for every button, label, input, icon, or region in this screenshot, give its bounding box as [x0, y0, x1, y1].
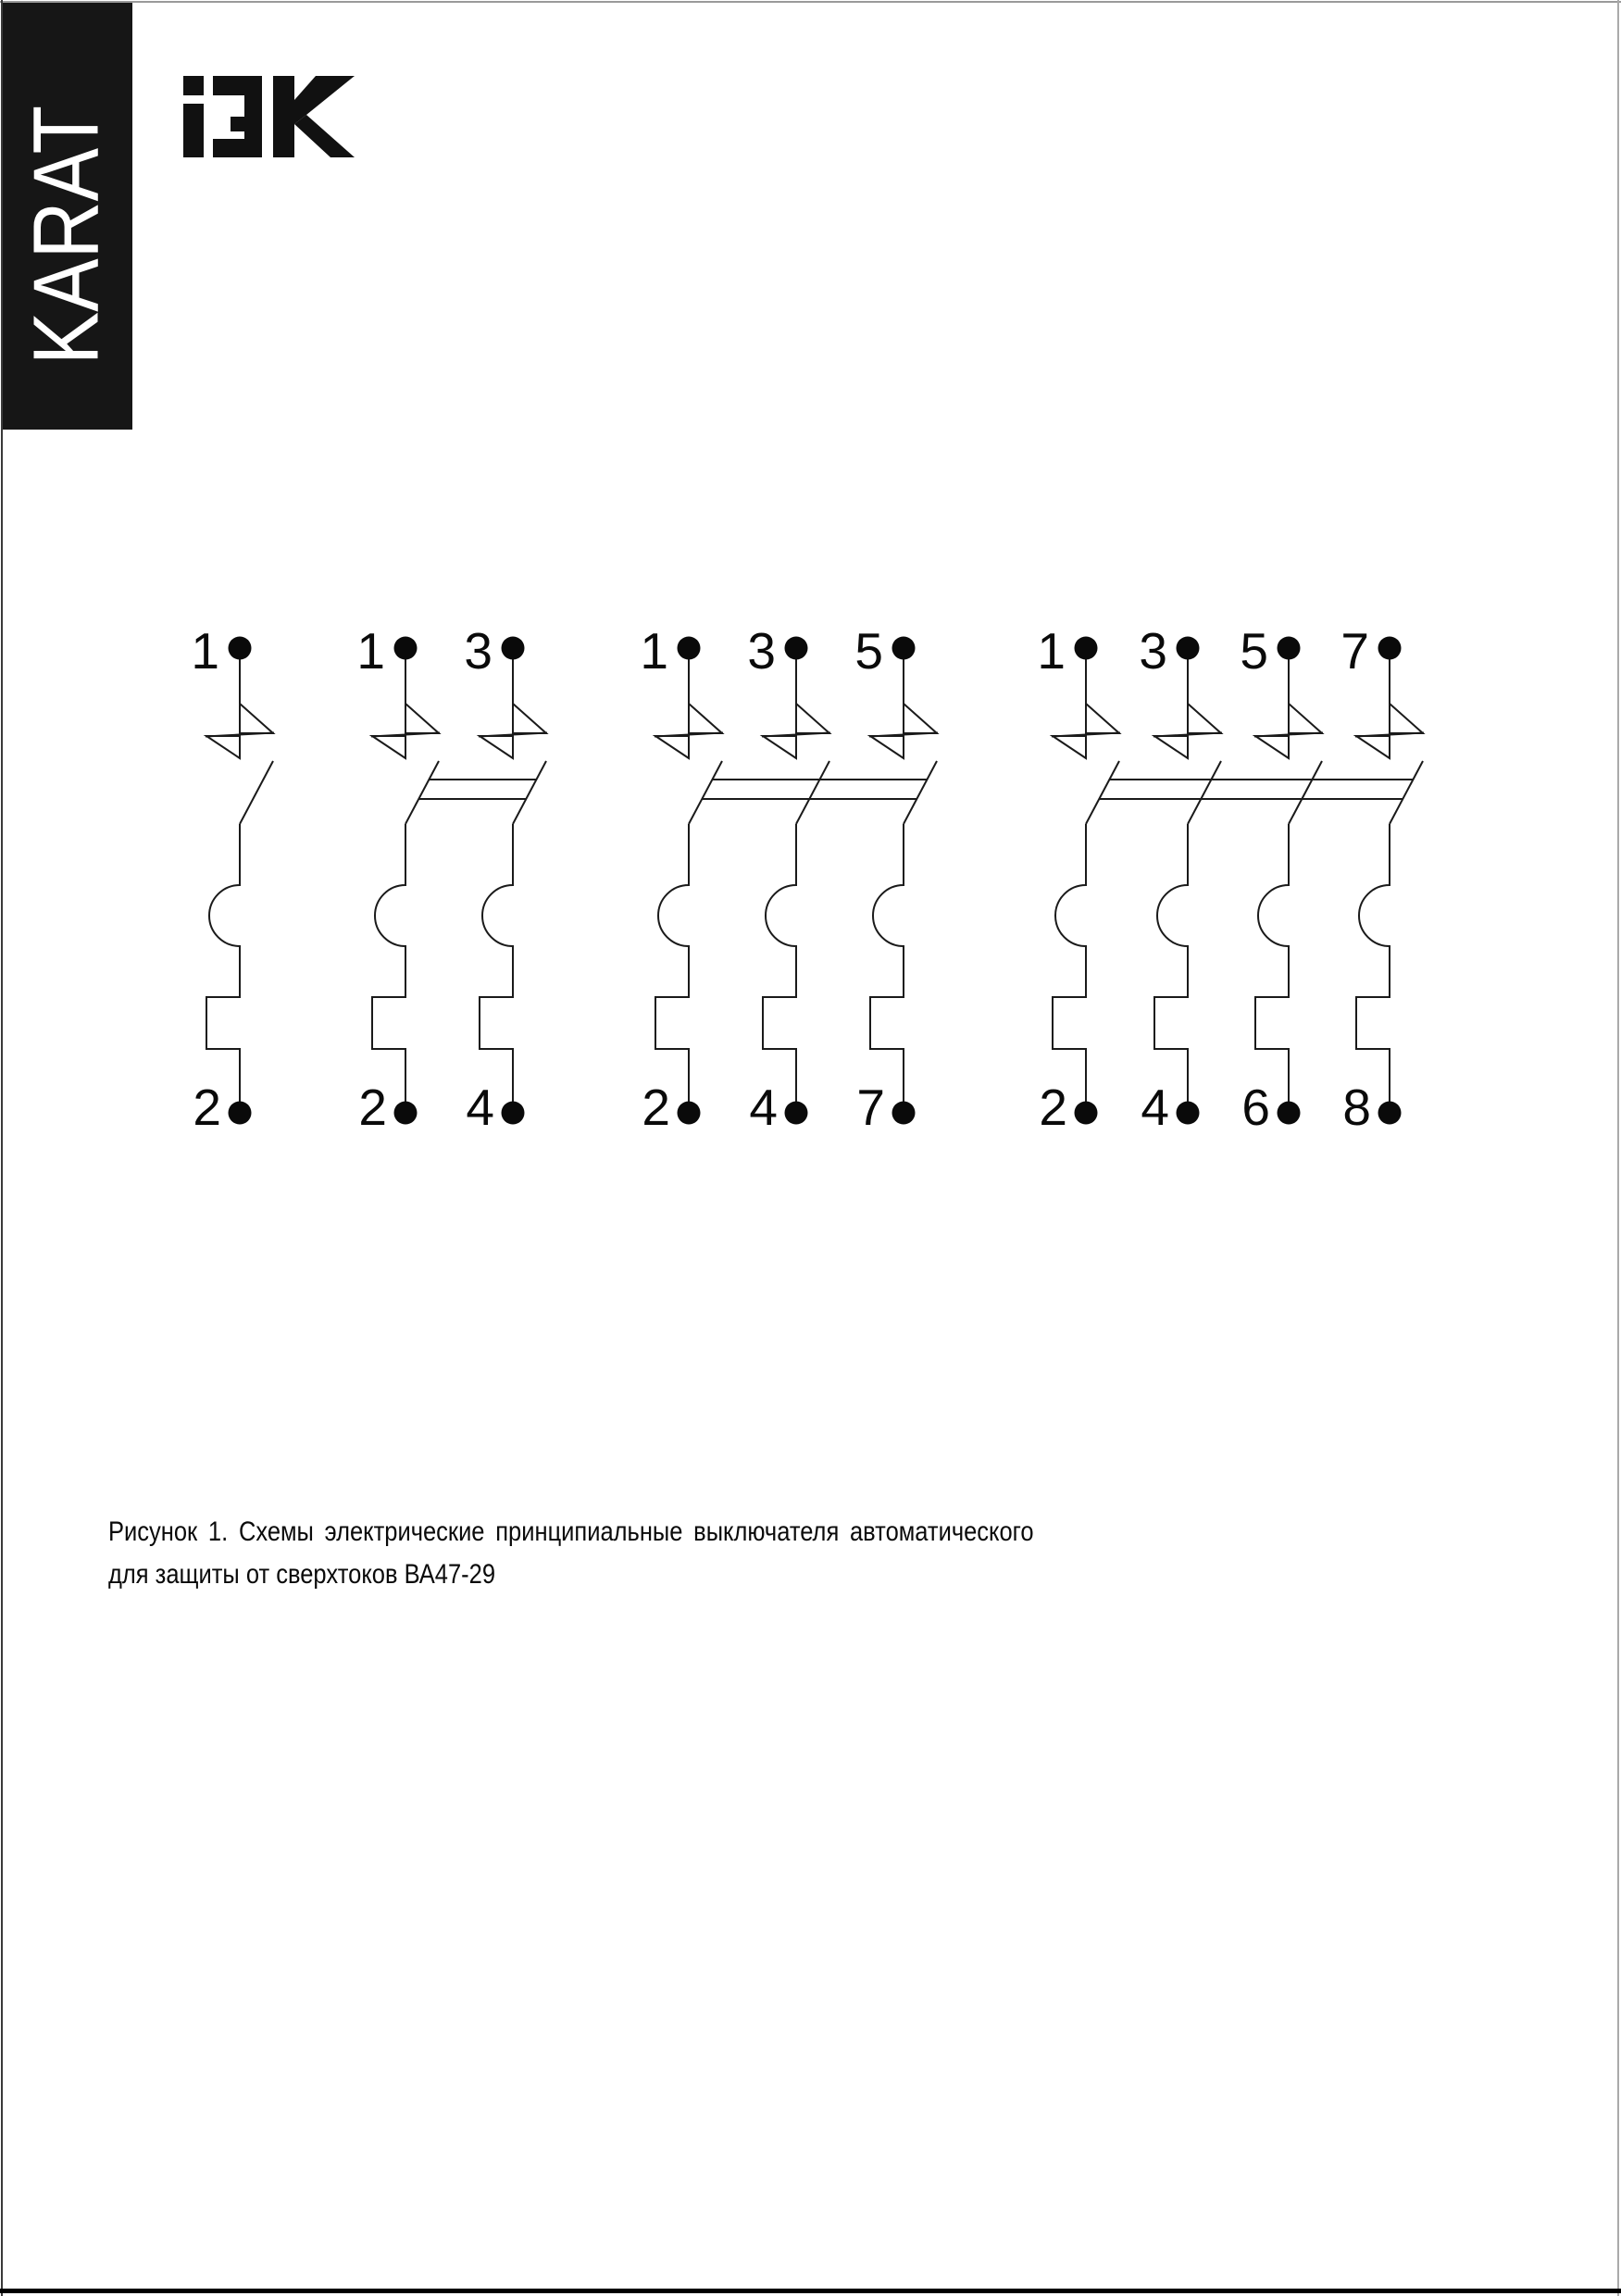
breaker-3-pole: [640, 622, 938, 1136]
terminal-dot-bottom: [394, 1102, 418, 1125]
terminal-label-bottom: 2: [642, 1079, 670, 1136]
terminal-label-bottom: 7: [856, 1079, 885, 1136]
pole-symbol: [854, 622, 938, 1136]
trip-triangle-lower: [870, 736, 904, 758]
terminal-dot-top: [892, 637, 916, 660]
trip-triangle-upper: [405, 704, 439, 733]
contact-blade: [405, 761, 439, 824]
terminal-dot-top: [1075, 637, 1098, 660]
terminal-label-bottom: 4: [1141, 1079, 1169, 1136]
terminal-dot-bottom: [678, 1102, 701, 1125]
terminal-dot-bottom: [892, 1102, 916, 1125]
trip-triangle-upper: [1086, 704, 1119, 733]
terminal-label-top: 5: [1240, 622, 1268, 680]
trip-triangle-lower: [1356, 736, 1390, 758]
pole-symbol: [191, 622, 274, 1136]
terminal-label-bottom: 6: [1241, 1079, 1270, 1136]
terminal-label-top: 3: [1139, 622, 1167, 680]
terminal-dot-bottom: [1278, 1102, 1301, 1125]
breaker-1-pole: [191, 622, 274, 1136]
trip-triangle-upper: [904, 704, 937, 733]
thermal-magnetic-release-path: [870, 824, 904, 1102]
trip-triangle-upper: [240, 704, 273, 733]
pole-symbol: [1139, 622, 1222, 1136]
trip-triangle-upper: [1390, 704, 1423, 733]
caption-line-2: для защиты от сверхтоков ВА47-29: [108, 1559, 496, 1590]
breaker-4-pole: [1037, 622, 1424, 1136]
trip-triangle-lower: [480, 736, 513, 758]
terminal-dot-bottom: [1075, 1102, 1098, 1125]
trip-triangle-lower: [655, 736, 689, 758]
terminal-label-top: 1: [1037, 622, 1066, 680]
trip-triangle-upper: [689, 704, 722, 733]
terminal-dot-top: [1177, 637, 1200, 660]
terminal-dot-top: [229, 637, 252, 660]
terminal-dot-top: [678, 637, 701, 660]
contact-blade: [1390, 761, 1423, 824]
terminal-label-top: 7: [1340, 622, 1369, 680]
thermal-magnetic-release-path: [206, 824, 240, 1102]
contact-blade: [513, 761, 546, 824]
terminal-label-top: 1: [191, 622, 219, 680]
caption-line-1: Рисунок 1. Схемы электрические принципиальные выключателя автоматического: [108, 1516, 1034, 1547]
pole-symbol: [1340, 622, 1424, 1136]
terminal-dot-top: [785, 637, 808, 660]
terminal-dot-top: [1278, 637, 1301, 660]
trip-triangle-upper: [1188, 704, 1221, 733]
terminal-label-bottom: 2: [358, 1079, 387, 1136]
contact-blade: [1289, 761, 1322, 824]
terminal-label-top: 5: [854, 622, 883, 680]
terminal-label-top: 3: [464, 622, 493, 680]
thermal-magnetic-release-path: [763, 824, 796, 1102]
terminal-label-bottom: 4: [466, 1079, 494, 1136]
figure-caption: [108, 1511, 1034, 1596]
thermal-magnetic-release-path: [1255, 824, 1289, 1102]
trip-triangle-lower: [1053, 736, 1086, 758]
pole-symbol: [747, 622, 830, 1136]
thermal-magnetic-release-path: [1053, 824, 1086, 1102]
terminal-label-bottom: 2: [193, 1079, 221, 1136]
contact-blade: [796, 761, 829, 824]
pole-symbol: [640, 622, 723, 1136]
trip-triangle-lower: [206, 736, 240, 758]
terminal-dot-bottom: [1378, 1102, 1402, 1125]
trip-triangle-upper: [513, 704, 546, 733]
trip-triangle-lower: [763, 736, 796, 758]
thermal-magnetic-release-path: [1356, 824, 1390, 1102]
contact-blade: [1086, 761, 1119, 824]
thermal-magnetic-release-path: [480, 824, 513, 1102]
terminal-dot-bottom: [785, 1102, 808, 1125]
contact-blade: [1188, 761, 1221, 824]
pole-symbol: [464, 622, 547, 1136]
thermal-magnetic-release-path: [372, 824, 405, 1102]
terminal-label-top: 1: [640, 622, 668, 680]
pole-symbol: [356, 622, 440, 1136]
terminal-label-top: 3: [747, 622, 776, 680]
contact-blade: [689, 761, 722, 824]
trip-triangle-upper: [1289, 704, 1322, 733]
terminal-label-bottom: 2: [1039, 1079, 1067, 1136]
trip-triangle-upper: [796, 704, 829, 733]
terminal-dot-top: [1378, 637, 1402, 660]
pole-symbol: [1037, 622, 1120, 1136]
terminal-dot-bottom: [502, 1102, 525, 1125]
thermal-magnetic-release-path: [655, 824, 689, 1102]
terminal-label-bottom: 8: [1342, 1079, 1371, 1136]
thermal-magnetic-release-path: [1154, 824, 1188, 1102]
terminal-label-top: 1: [356, 622, 385, 680]
contact-blade: [240, 761, 273, 824]
terminal-dot-bottom: [1177, 1102, 1200, 1125]
karat-brand-text: KARAT: [14, 105, 118, 366]
breaker-2-pole: [356, 622, 547, 1136]
terminal-dot-top: [394, 637, 418, 660]
trip-triangle-lower: [372, 736, 405, 758]
contact-blade: [904, 761, 937, 824]
pole-symbol: [1240, 622, 1323, 1136]
terminal-label-bottom: 4: [749, 1079, 778, 1136]
terminal-dot-bottom: [229, 1102, 252, 1125]
trip-triangle-lower: [1154, 736, 1188, 758]
trip-triangle-lower: [1255, 736, 1289, 758]
terminal-dot-top: [502, 637, 525, 660]
